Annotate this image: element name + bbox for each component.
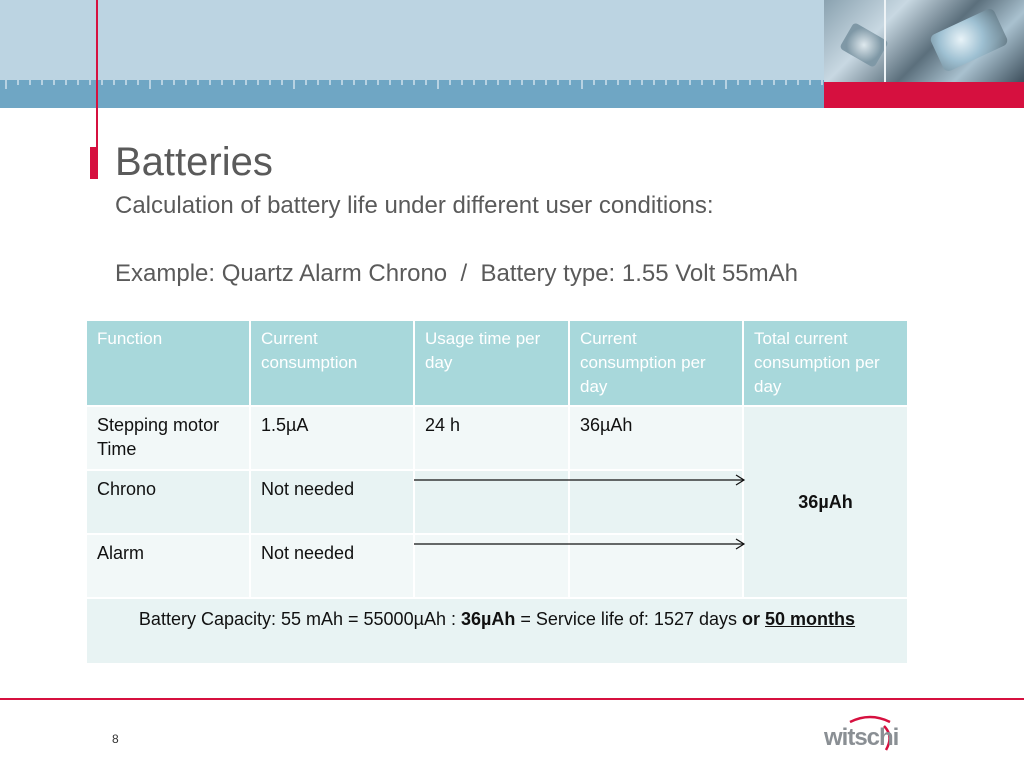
cell-usage: 24 h xyxy=(414,406,569,470)
accent-vertical-line xyxy=(96,0,98,150)
summary-row xyxy=(86,598,908,664)
cell-function: Chrono xyxy=(86,470,250,534)
photo-divider xyxy=(884,0,886,82)
arrow-right-icon xyxy=(414,538,746,550)
summary-prefix: Battery Capacity: 55 mAh = 55000µAh : xyxy=(138,609,461,629)
logo-text: witschi xyxy=(824,724,899,751)
slide-title: Batteries xyxy=(115,140,273,184)
cell-total: 36µAh xyxy=(743,406,908,598)
cell-current: 1.5µA xyxy=(250,406,414,470)
cell-current: Not needed xyxy=(250,534,414,598)
watch-detail-photo xyxy=(824,0,1024,82)
ruler-ticks xyxy=(0,80,824,90)
column-header-function: Function xyxy=(86,320,250,406)
cell-function: Alarm xyxy=(86,534,250,598)
photo-highlight xyxy=(929,7,1009,73)
column-header-per-day: Current consumption per day xyxy=(569,320,743,406)
page-number: 8 xyxy=(112,732,119,746)
summary-cell xyxy=(86,598,908,664)
cell-per-day: 36µAh xyxy=(569,406,743,470)
column-header-total: Total current consumption per day xyxy=(743,320,908,406)
footer-line xyxy=(0,698,1024,700)
slide-subtitle: Calculation of battery life under different user conditions: xyxy=(115,192,714,219)
table-row xyxy=(86,406,908,470)
summary-consumption: 36µAh xyxy=(460,609,516,629)
cell-current: Not needed xyxy=(250,470,414,534)
ruler-strip xyxy=(0,80,824,108)
summary-or: or xyxy=(742,609,761,629)
photo-highlight xyxy=(839,22,889,68)
column-header-current: Current consumption xyxy=(250,320,414,406)
title-marker xyxy=(90,147,98,179)
witschi-logo xyxy=(820,712,900,756)
summary-middle: = Service life of: 1527 days xyxy=(515,609,743,629)
accent-block xyxy=(824,82,1024,108)
cell-function: Stepping motor Time xyxy=(86,406,250,470)
header-banner xyxy=(0,0,824,82)
summary-months: 50 months xyxy=(765,609,856,629)
battery-table xyxy=(85,319,909,665)
example-line: Example: Quartz Alarm Chrono / Battery type: 1.55 Volt 55mAh xyxy=(115,260,798,287)
column-header-usage: Usage time per day xyxy=(414,320,569,406)
arrow-right-icon xyxy=(414,474,746,486)
table-header-row xyxy=(86,320,908,406)
